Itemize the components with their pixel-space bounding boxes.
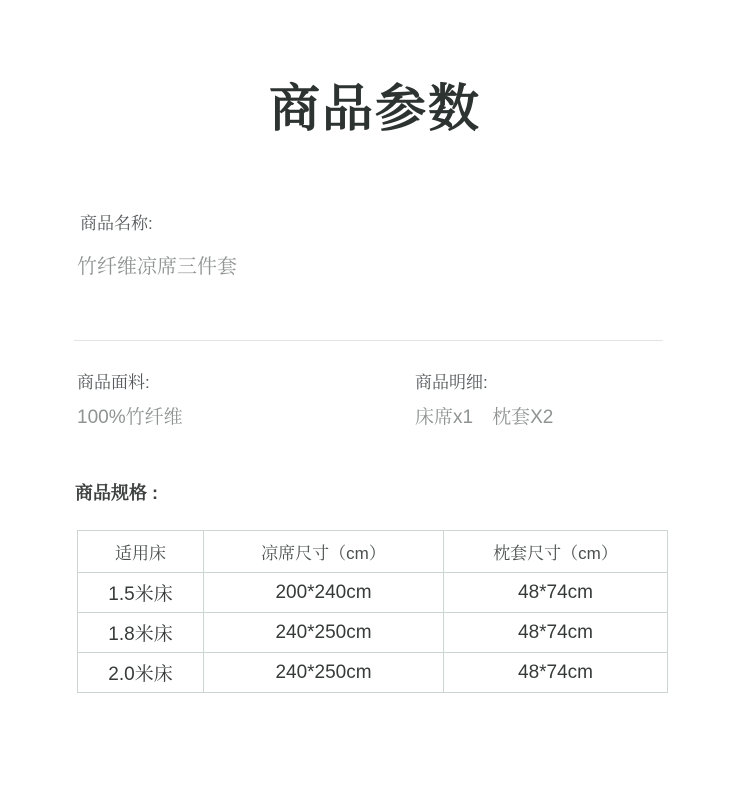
table-row	[78, 573, 668, 613]
spec-header-bed: 适用床	[78, 531, 204, 573]
spec-cell-pillowcase-size: 48*74cm	[444, 613, 668, 653]
product-fabric-value: 100%竹纤维	[77, 407, 183, 428]
product-name-label: 商品名称:	[80, 214, 153, 233]
spec-table	[77, 530, 668, 693]
section-divider	[74, 340, 663, 341]
table-row	[78, 653, 668, 693]
table-row	[78, 613, 668, 653]
spec-table-header-row	[78, 531, 668, 573]
spec-cell-bed: 2.0米床	[78, 653, 204, 693]
spec-cell-pillowcase-size: 48*74cm	[444, 653, 668, 693]
spec-cell-bed: 1.5米床	[78, 573, 204, 613]
product-detail-label: 商品明细:	[415, 373, 488, 392]
product-name-value: 竹纤维凉席三件套	[77, 256, 237, 278]
spec-section-label: 商品规格 :	[75, 483, 158, 503]
spec-header-pillowcase-size: 枕套尺寸（cm）	[444, 531, 668, 573]
spec-cell-pillowcase-size: 48*74cm	[444, 573, 668, 613]
spec-cell-mat-size: 200*240cm	[204, 573, 444, 613]
product-detail-value: 床席x1 枕套X2	[415, 407, 554, 428]
spec-cell-mat-size: 240*250cm	[204, 613, 444, 653]
spec-header-mat-size: 凉席尺寸（cm）	[204, 531, 444, 573]
spec-cell-mat-size: 240*250cm	[204, 653, 444, 693]
product-fabric-label: 商品面料:	[77, 373, 150, 392]
page-title: 商品参数	[268, 80, 481, 137]
spec-cell-bed: 1.8米床	[78, 613, 204, 653]
